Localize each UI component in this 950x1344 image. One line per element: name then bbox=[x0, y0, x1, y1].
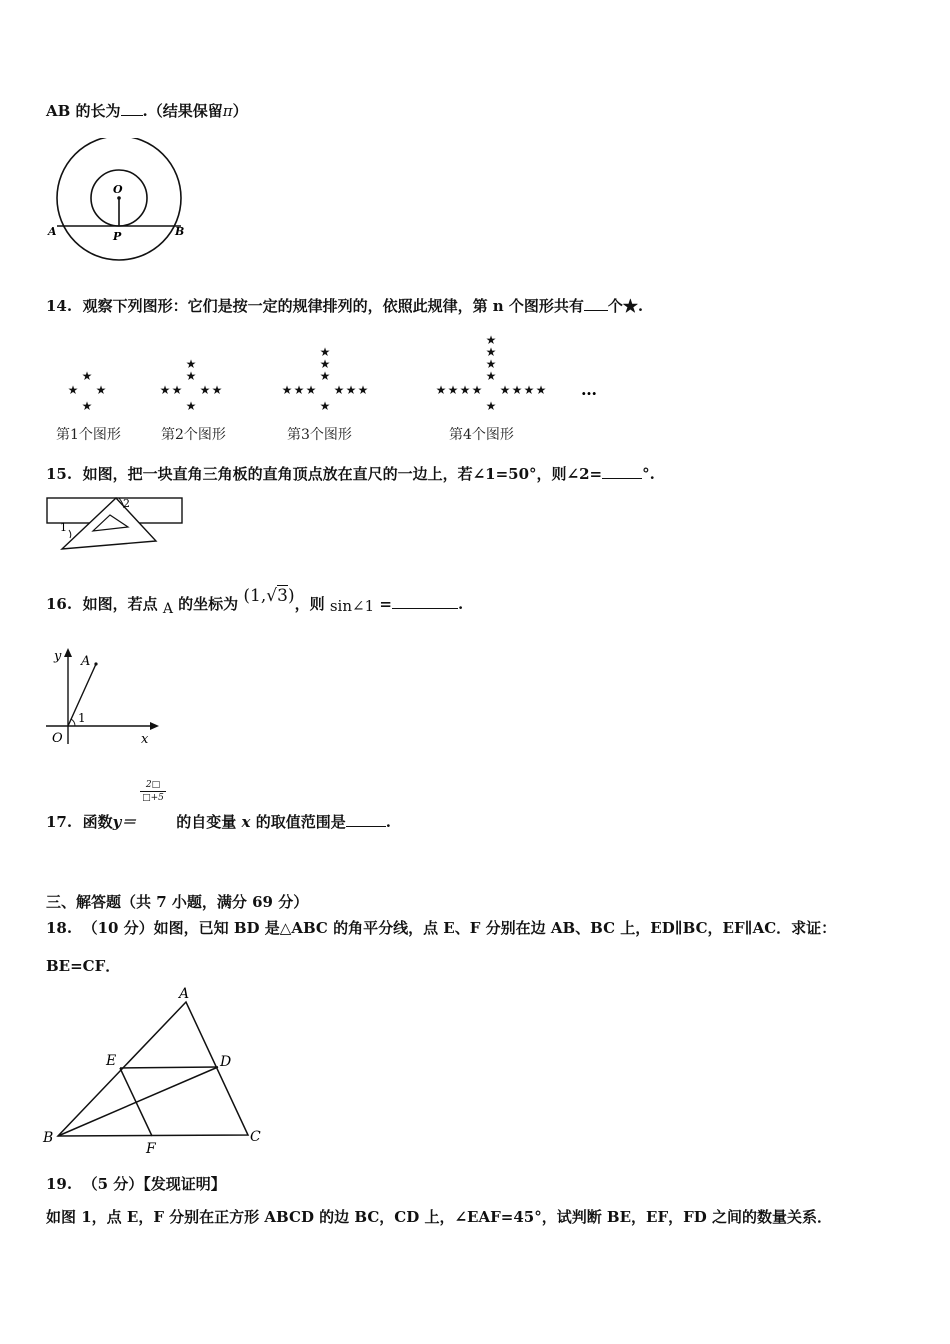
star-4: ★ bbox=[535, 383, 547, 397]
label-x: x bbox=[141, 732, 149, 747]
point-a-dot bbox=[94, 662, 97, 665]
star-3: ★ bbox=[319, 369, 331, 383]
star-1: ★ bbox=[95, 383, 107, 397]
label-o: O bbox=[113, 183, 123, 196]
star-2: ★ bbox=[171, 383, 183, 397]
q13-circle-figure bbox=[44, 138, 194, 264]
q14-star-patterns bbox=[44, 318, 624, 448]
star-3: ★ bbox=[319, 399, 331, 413]
star-1: ★ bbox=[81, 399, 93, 413]
point-a: A bbox=[162, 601, 173, 617]
caption-3: 第3个图形 bbox=[287, 427, 352, 443]
sqrt-sign: √ bbox=[266, 586, 278, 606]
label-b: B bbox=[43, 1130, 54, 1146]
answer-blank bbox=[602, 464, 642, 479]
star-4: ★ bbox=[435, 383, 447, 397]
star-2: ★ bbox=[199, 383, 211, 397]
denominator: □+5 bbox=[142, 793, 164, 803]
label-1: 1 bbox=[60, 521, 67, 534]
center-dot bbox=[117, 196, 121, 200]
star-2: ★ bbox=[185, 369, 197, 383]
label-o: O bbox=[52, 731, 63, 746]
q14-text: 14. 观察下列图形：它们是按一定的规律排列的，依照此规律，第 n 个图形共有 个★. bbox=[46, 297, 644, 315]
caption-4: 第4个图形 bbox=[449, 427, 514, 443]
star-3: ★ bbox=[319, 357, 331, 371]
caption-2: 第2个图形 bbox=[161, 427, 226, 443]
label-a: A bbox=[81, 654, 91, 669]
star-pattern-group bbox=[68, 333, 547, 413]
star-2: ★ bbox=[211, 383, 223, 397]
q18-triangle-figure bbox=[40, 984, 272, 1156]
star-3: ★ bbox=[333, 383, 345, 397]
star-3: ★ bbox=[357, 383, 369, 397]
star-4: ★ bbox=[485, 399, 497, 413]
label-a: A bbox=[179, 986, 190, 1002]
answer-blank bbox=[346, 812, 386, 827]
x-axis-arrow bbox=[150, 722, 159, 730]
coordinate: (1,√3) bbox=[243, 586, 295, 606]
star-2: ★ bbox=[159, 383, 171, 397]
label-y: y bbox=[54, 649, 62, 664]
q18-text: 18. （10 分）如图，已知 BD 是△ABC 的角平分线，点 E、F 分别在边 AB、BC 上，ED∥BC，EF∥AC．求证： bbox=[46, 919, 837, 937]
q19-text-line2: 如图 1，点 E，F 分别在正方形 ABCD 的边 BC，CD 上，∠EAF=45°，试判断 BE，EF，FD 之间的数量关系． bbox=[46, 1208, 832, 1226]
star-4: ★ bbox=[447, 383, 459, 397]
caption-1: 第1个图形 bbox=[56, 427, 121, 443]
q15-ruler-triangle-figure bbox=[44, 494, 189, 556]
label-1: 1 bbox=[78, 711, 86, 725]
q18-text-line2: BE=CF． bbox=[46, 957, 121, 975]
label-a: A bbox=[48, 225, 57, 238]
segment-bd bbox=[58, 1067, 218, 1136]
ellipsis: … bbox=[581, 380, 597, 399]
angle-1-arc bbox=[69, 530, 71, 538]
segment-ed bbox=[120, 1067, 218, 1068]
star-2: ★ bbox=[185, 399, 197, 413]
y-axis-arrow bbox=[64, 648, 72, 657]
star-1: ★ bbox=[81, 369, 93, 383]
answer-blank bbox=[584, 296, 608, 311]
star-4: ★ bbox=[485, 357, 497, 371]
answer-blank bbox=[392, 594, 458, 609]
star-3: ★ bbox=[305, 383, 317, 397]
q13-text: AB 的长为 .（结果保留π） bbox=[46, 102, 248, 120]
star-3: ★ bbox=[319, 345, 331, 359]
star-4: ★ bbox=[485, 345, 497, 359]
answer-blank bbox=[121, 101, 143, 116]
star-4: ★ bbox=[523, 383, 535, 397]
q16-coordinate-figure bbox=[44, 644, 164, 748]
star-4: ★ bbox=[459, 383, 471, 397]
star-3: ★ bbox=[281, 383, 293, 397]
label-b: B bbox=[175, 225, 185, 238]
star-4: ★ bbox=[485, 333, 497, 347]
section-title: 三、解答题（共 7 小题，满分 69 分） bbox=[46, 893, 309, 911]
star-1: ★ bbox=[67, 383, 79, 397]
q16-text: 16. 如图，若点 A 的坐标为 (1,√3)，则 sin∠1 = . bbox=[46, 586, 464, 617]
star-2: ★ bbox=[185, 357, 197, 371]
q15-text: 15. 如图，把一块直角三角板的直角顶点放在直尺的一边上，若∠1=50°，则∠2= °. bbox=[46, 465, 655, 483]
angle-1-arc bbox=[71, 719, 75, 726]
label-2: 2 bbox=[123, 497, 130, 510]
star-3: ★ bbox=[345, 383, 357, 397]
q17-text: 17. 函数y＝ 的自变量 x 的取值范围是 . bbox=[46, 813, 391, 831]
q19-text: 19. （5 分）【发现证明】 bbox=[46, 1175, 226, 1193]
star-4: ★ bbox=[511, 383, 523, 397]
fraction bbox=[140, 779, 166, 804]
label-c: C bbox=[250, 1129, 261, 1145]
star-3: ★ bbox=[293, 383, 305, 397]
label-p: P bbox=[113, 230, 122, 243]
label-e: E bbox=[106, 1053, 117, 1069]
star-4: ★ bbox=[485, 369, 497, 383]
star-4: ★ bbox=[499, 383, 511, 397]
sin-expression: sin∠1 bbox=[329, 597, 375, 615]
star-4: ★ bbox=[471, 383, 483, 397]
label-d: D bbox=[220, 1054, 232, 1070]
numerator: 2□ bbox=[140, 779, 166, 792]
label-f: F bbox=[146, 1141, 156, 1156]
